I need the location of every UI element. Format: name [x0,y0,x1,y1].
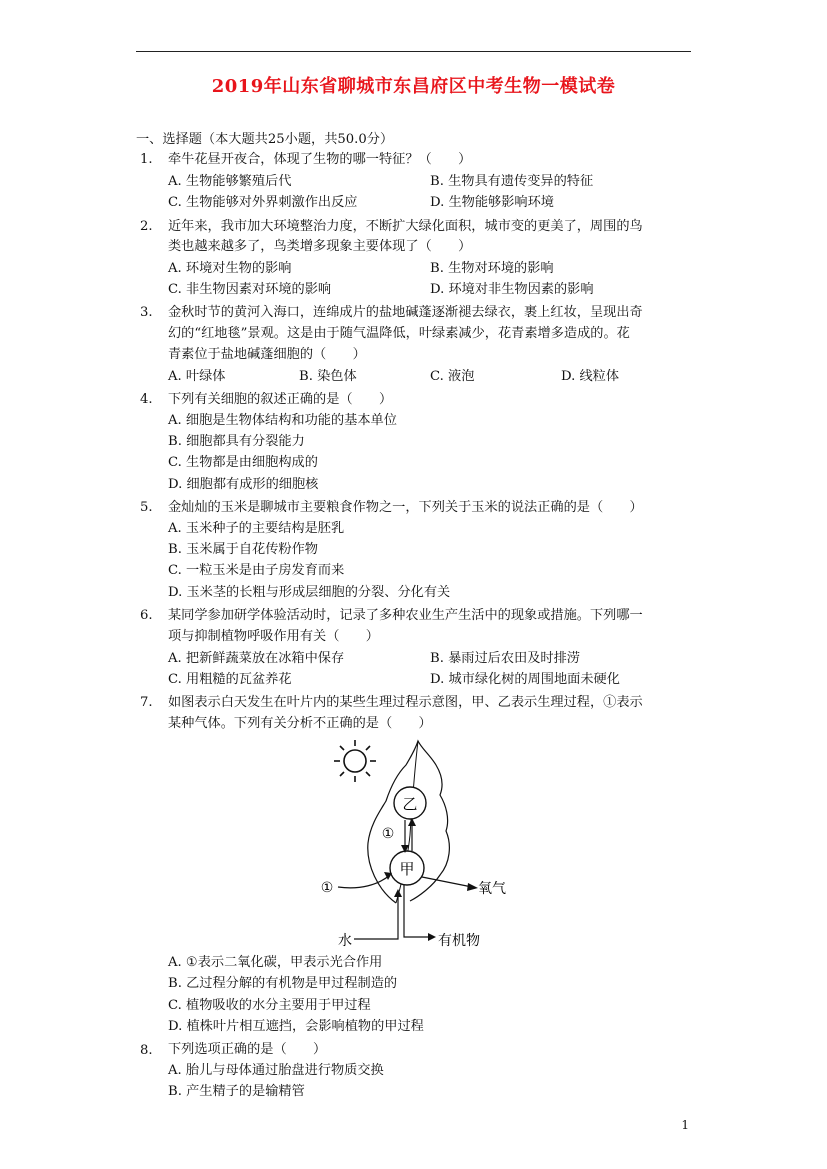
q4-option-c: C. 生物都是由细胞构成的 [168,455,318,470]
q5-option-c: C. 一粒玉米是由子房发育而来 [168,563,345,578]
q3-option-a: A. 叶绿体 [168,369,226,384]
q3-option-b: B. 染色体 [299,369,357,384]
section-heading: 一、选择题（本大题共25小题，共50.0分） [136,132,394,147]
q4-stem: 下列有关细胞的叙述正确的是（ ） [168,392,393,407]
page-title: 2019年山东省聊城市东昌府区中考生物一模试卷 [211,76,616,97]
q6-stem-line2: 项与抑制植物呼吸作用有关（ ） [168,629,379,644]
q1-number: 1. [140,152,153,167]
q3-stem-line1: 金秋时节的黄河入海口，连绵成片的盐地碱蓬逐渐褪去绿衣，裹上红妆，呈现出奇 [168,305,643,320]
q1-option-a: A. 生物能够繁殖后代 [168,174,292,189]
q4-option-a: A. 细胞是生物体结构和功能的基本单位 [168,413,397,428]
q7-number: 7. [140,695,153,710]
q2-option-c: C. 非生物因素对环境的影响 [168,282,332,297]
arrow-oxygen-out [422,877,472,887]
q3-stem-line3: 青素位于盐地碱蓬细胞的（ ） [168,347,366,362]
q5-option-b: B. 玉米属于自花传粉作物 [168,542,318,557]
q4-option-d: D. 细胞都有成形的细胞核 [168,477,319,492]
q7-option-c: C. 植物吸收的水分主要用于甲过程 [168,998,371,1013]
q8-stem: 下列选项正确的是（ ） [168,1042,327,1057]
q6-option-c: C. 用粗糙的瓦盆养花 [168,672,292,687]
q3-number: 3. [140,305,153,320]
page-number: 1 [681,1118,689,1132]
q6-option-b: B. 暴雨过后农田及时排涝 [430,651,580,666]
arrow-organic-out [404,885,432,937]
q2-option-b: B. 生物对环境的影响 [430,261,554,276]
q1-option-d: D. 生物能够影响环境 [430,195,554,210]
q8-number: 8. [140,1043,153,1058]
label-organic: 有机物 [438,933,480,949]
q3-stem-line2: 幻的“红地毯”景观。这是由于随气温降低，叶绿素减少，花青素增多造成的。花 [168,326,630,341]
label-circle1-outer: ① [320,880,334,896]
q6-option-a: A. 把新鲜蔬菜放在冰箱中保存 [168,651,345,666]
header-rule [136,51,691,52]
q5-option-a: A. 玉米种子的主要结构是胚乳 [168,521,345,536]
q6-number: 6. [140,608,153,623]
q6-option-d: D. 城市绿化树的周围地面未硬化 [430,672,620,687]
q7-stem-line1: 如图表示白天发生在叶片内的某些生理过程示意图，甲、乙表示生理过程，①表示 [168,695,643,710]
q7-option-d: D. 植株叶片相互遮挡，会影响植物的甲过程 [168,1019,424,1034]
q2-number: 2. [140,219,153,234]
q2-option-a: A. 环境对生物的影响 [168,261,292,276]
q8-option-a: A. 胎儿与母体通过胎盘进行物质交换 [168,1063,384,1078]
yi-label: 乙 [402,795,418,813]
q5-number: 5. [140,500,153,515]
label-water: 水 [338,933,352,949]
q7-stem-line2: 某种气体。下列有关分析不正确的是（ ） [168,716,432,731]
sun-icon [334,740,376,782]
q1-option-c: C. 生物能够对外界刺激作出反应 [168,195,358,210]
q2-stem-line1: 近年来，我市加大环境整治力度，不断扩大绿化面积，城市变的更美了，周围的鸟 [168,219,643,234]
q6-stem-line1: 某同学参加研学体验活动时，记录了多种农业生产生活中的现象或措施。下列哪一 [168,608,643,623]
jia-label: 甲 [399,860,415,878]
q5-stem: 金灿灿的玉米是聊城市主要粮食作物之一，下列关于玉米的说法正确的是（ ） [168,500,643,515]
q1-stem: 牵牛花昼开夜合，体现了生物的哪一特征？（ ） [168,152,472,167]
q4-number: 4. [140,392,153,407]
q2-option-d: D. 环境对非生物因素的影响 [430,282,594,297]
q3-option-d: D. 线粒体 [561,369,620,384]
q1-option-b: B. 生物具有遗传变异的特征 [430,174,594,189]
leaf-process-figure [300,735,530,953]
arrow-co2-in [338,875,390,888]
q5-option-d: D. 玉米茎的长粗与形成层细胞的分裂、分化有关 [168,585,451,600]
q2-stem-line2: 类也越来越多了，鸟类增多现象主要体现了（ ） [168,239,472,254]
label-circle1-inner: ① [381,826,395,842]
q3-option-c: C. 液泡 [430,369,475,384]
q4-option-b: B. 细胞都具有分裂能力 [168,434,305,449]
q7-option-b: B. 乙过程分解的有机物是甲过程制造的 [168,976,398,991]
q7-option-a: A. ①表示二氧化碳，甲表示光合作用 [168,955,383,970]
q8-option-b: B. 产生精子的是输精管 [168,1084,305,1099]
label-oxygen: 氧气 [478,881,506,897]
